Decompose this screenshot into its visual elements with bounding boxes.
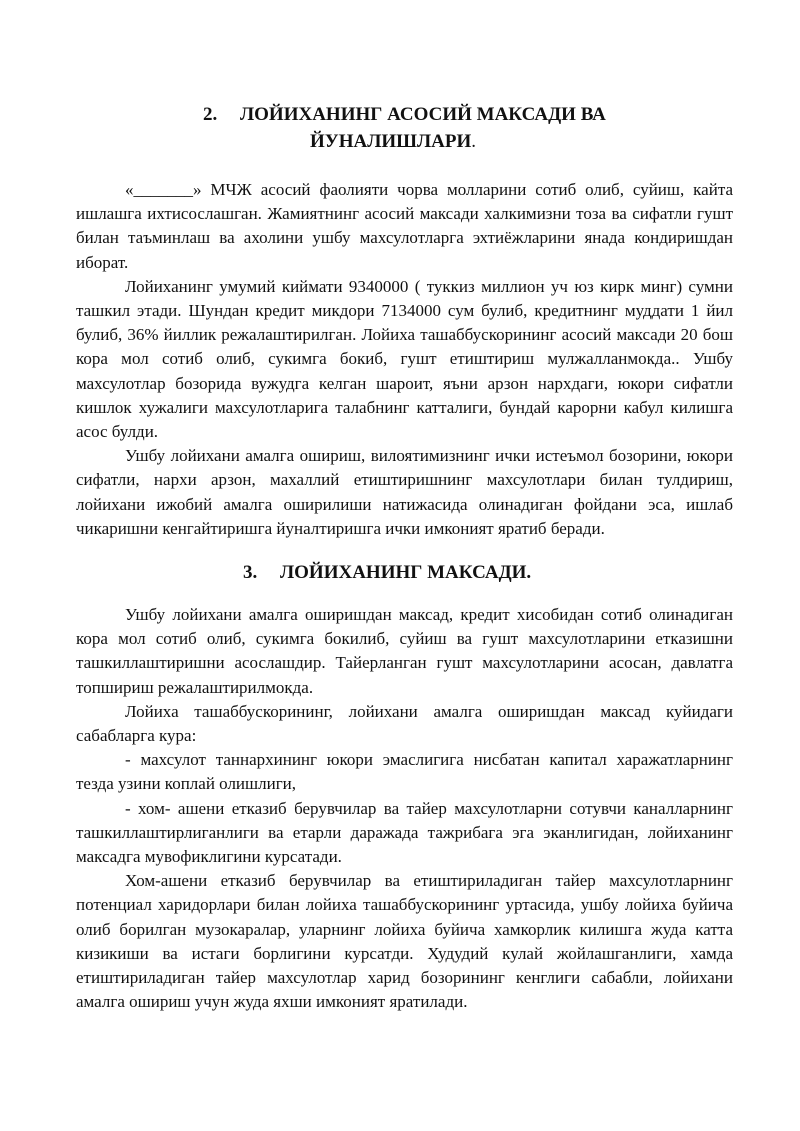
- section-3-title-line: [243, 559, 531, 586]
- paragraph: Лойиханинг умумий киймати 9340000 ( туккиз миллион уч юз кирк минг) сумни ташкил этади. Шундан кредит микдори 7134000 сум булиб, кредитнинг муддати 1 йил булиб, 36% йиллик режалаштирилган. Лойиха ташаббускорининг асосий максади 20 бош кора мол сотиб олиб, сукимга бокиб, гушт етиштириш мулжалланмокда.. Ушбу махсулотлар бозорида вужудга келган шароит, яъни арзон нархдаги, юкори сифатли кишлок хужалиги махсулотларига талабнинг катталиги, бундай карорни кабул килишга асос булди.: [76, 276, 733, 442]
- paragraph: «_______» МЧЖ асосий фаолияти чорва молларини сотиб олиб, суйиш, кайта ишлашга ихтисослашган. Жамиятнинг асосий максади халкимизни тоза ва сифатли гушт билан таъминлаш ва ахолини ушбу махсулотларга эхтиёжларини янада кондиришдан иборат.: [76, 180, 733, 272]
- paragraph: Ушбу лойихани амалга оширишдан максад, кредит хисобидан сотиб олинадиган кора мол сотиб олиб, сукимга бокилиб, суйиш ва гушт махсулотларини етказишни ташкиллаштиришни асослашдир. Тайерланган гушт махсулотларини асосан, давлатга топшириш режалаштирилмокда.: [76, 605, 733, 697]
- section-2-title-line2: [310, 128, 476, 155]
- section-3-number: 3.: [243, 562, 258, 583]
- section-2-title-text-2: ЙУНАЛИШЛАРИ: [310, 131, 472, 152]
- list-item: - хом- ашени етказиб берувчилар ва тайер махсулотларни сотувчи каналларнинг ташкиллаштирлиганлиги ва етарли даражада тажрибага эга эканлигидан, лойиханинг максадга мувофиклигини курсатади.: [76, 798, 733, 867]
- paragraph: Ушбу лойихани амалга ошириш, вилоятимизнинг ички истеъмол бозорини, юкори сифатли, нархи арзон, махаллий етиштиришнинг махсулотлари билан тулдириш, лойихани ижобий амалга оширилиши натижасида олинадиган фойдани эса, ишлаб чикаришни кенгайтиришга йуналтиришга ички имконият яратиб беради.: [76, 446, 733, 538]
- section-2-title-text: ЛОЙИХАНИНГ АСОСИЙ МАКСАДИ ВА: [240, 104, 606, 125]
- section-3-title-text: ЛОЙИХАНИНГ МАКСАДИ.: [280, 562, 532, 583]
- section-2-title-period: .: [471, 131, 477, 152]
- section-2-title-line1: [203, 101, 606, 128]
- section-2-body: [76, 178, 733, 541]
- paragraph: Хом-ашени етказиб берувчилар ва етиштириладиган тайер махсулотларнинг потенциал харидорлари билан лойиха ташаббускорининг уртасида, ушбу лойиха буйича олиб борилган музокаралар, уларнинг лойиха буйича хамкорлик килишга жуда катта кизикиши ва истаги борлигини курсатди. Худудий кулай жойлашганлиги, хамда етиштириладиган тайер махсулотлар харид бозорининг кенглиги сабабли, лойихани амалга ошириш учун жуда яхши имконият яратилади.: [76, 871, 733, 1012]
- list-item: - махсулот таннархининг юкори эмаслигига нисбатан капитал харажатларнинг тезда узини коплай олишлиги,: [76, 750, 733, 794]
- section-2-number: 2.: [203, 104, 218, 125]
- section-3-body: [76, 603, 733, 1014]
- paragraph: Лойиха ташаббускорининг, лойихани амалга оширишдан максад куйидаги сабабларга кура:: [76, 701, 733, 746]
